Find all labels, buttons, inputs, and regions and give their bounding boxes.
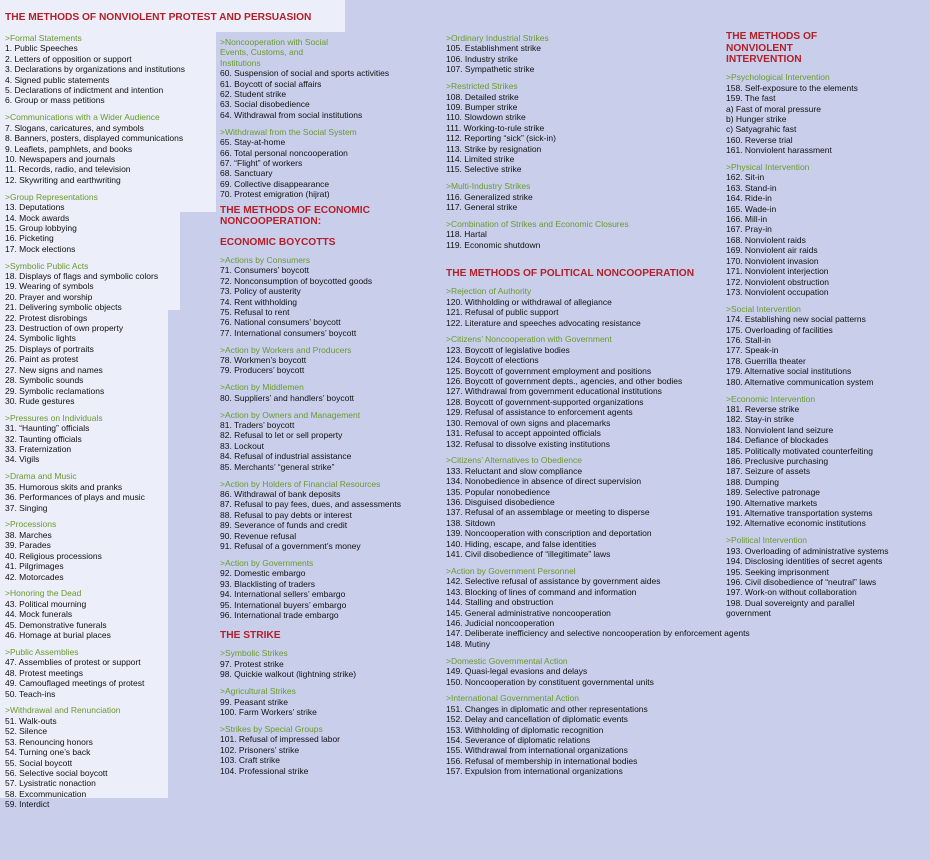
method-item: 64. Withdrawal from social institutions [220,109,363,120]
method-item: 63. Social disobedience [220,99,310,110]
method-item: 34. Vigils [5,454,40,465]
method-item: 77. International consumers’ boycott [220,327,357,338]
political-noncooperation-title: THE METHODS OF POLITICAL NONCOOPERATION [446,268,695,280]
section-header: >Public Assemblies [5,646,79,657]
method-item: 49. Camouflaged meetings of protest [5,678,145,689]
method-item: 32. Taunting officials [5,433,82,444]
method-item: 150. Noncooperation by constituent governmental units [446,676,654,687]
method-item: 83. Lockout [220,440,264,451]
method-item: 184. Defiance of blockades [726,435,829,446]
method-item: 62. Student strike [220,89,287,100]
method-item: 70. Protest emigration (hijrat) [220,189,330,200]
section-header: >Action by Workers and Producers [220,344,352,355]
method-item: 93. Blacklisting of traders [220,578,315,589]
method-item: 149. Quasi-legal evasions and delays [446,666,588,677]
method-item: 180. Alternative communication system [726,376,874,387]
method-item: 181. Reverse strike [726,403,800,414]
method-item: 105. Establishment strike [446,43,541,54]
method-item: 159. The fast [726,93,776,104]
method-item: 134. Nonobedience in absence of direct supervision [446,476,642,487]
method-item: 44. Mock funerals [5,609,73,620]
method-item: 182. Stay-in strike [726,414,795,425]
section-header: >Action by Governments [220,557,314,568]
method-item: 74. Rent withholding [220,296,298,307]
method-item: 144. Stalling and obstruction [446,597,554,608]
method-item: 45. Demonstrative funerals [5,619,107,630]
method-item: 102. Prisoners’ strike [220,744,300,755]
section-header: >Action by Middlemen [220,382,304,393]
method-item: 172. Nonviolent obstruction [726,276,830,287]
method-item: 27. New signs and names [5,364,103,375]
method-item: 198. Dual sovereignty and parallel government [726,597,855,619]
method-item: 66. Total personal noncooperation [220,147,348,158]
method-item: 187. Seizure of assets [726,466,811,477]
column-strike-political [446,28,750,777]
method-item: 13. Deputations [5,202,65,213]
method-item: 114. Limited strike [446,153,515,164]
method-item: 133. Reluctant and slow compliance [446,465,583,476]
section-header: >Action by Owners and Management [220,409,361,420]
method-item: 109. Bumper strike [446,101,518,112]
method-item: 4. Signed public statements [5,74,110,85]
method-item: 165. Wade-in [726,203,777,214]
method-item: 65. Stay-at-home [220,137,286,148]
section-header: >Withdrawal and Renunciation [5,705,121,716]
method-item: 110. Slowdown strike [446,112,526,123]
method-item: 90. Revenue refusal [220,530,297,541]
method-item: 5. Declarations of indictment and intention [5,85,164,96]
method-item: 179. Alternative social institutions [726,366,852,377]
method-item: 186. Preclusive purchasing [726,456,829,466]
section-header: >Drama and Music [5,471,77,482]
method-item: 139. Noncooperation with conscription and deportation [446,528,652,539]
method-item: 140. Hiding, escape, and false identities [446,538,597,549]
method-item: 191. Alternative transportation systems [726,508,873,519]
section-header: >Multi-Industry Strikes [446,181,531,192]
column-protest [5,29,185,810]
method-item: 161. Nonviolent harassment [726,145,832,156]
method-item: 76. National consumers’ boycott [220,317,341,328]
method-item: 129. Refusal of assistance to enforcement agents [446,407,633,418]
method-item: 18. Displays of flags and symbolic colors [5,271,159,282]
method-item: 124. Boycott of elections [446,355,539,366]
method-item: 56. Selective social boycott [5,767,108,778]
method-item: 122. Literature and speeches advocating resistance [446,317,641,328]
method-item: 38. Marches [5,529,52,540]
method-item: 78. Workmen’s boycott [220,355,307,366]
method-item: 164. Ride-in [726,193,772,204]
method-item: 68. Sanctuary [220,168,273,179]
method-item: 57. Lysistratic nonaction [5,778,96,789]
method-item: 151. Changes in diplomatic and other representations [446,703,648,714]
method-item: 194. Disclosing identities of secret agents [726,556,883,567]
strike-title: THE STRIKE [220,630,281,642]
method-item: 51. Walk-outs [5,715,57,726]
method-item: 162. Sit-in [726,172,765,183]
method-item: 148. Mutiny [446,638,490,649]
section-header: >Psychological Intervention [726,72,830,83]
section-header: >Domestic Governmental Action [446,655,568,666]
method-item: 28. Symbolic sounds [5,375,84,386]
section-header: >Noncooperation with Social Events, Customs, and Institutions [220,37,328,68]
section-header: >Citizens’ Noncooperation with Government [446,334,612,345]
method-item: 95. International buyers’ embargo [220,599,347,610]
method-item: 58. Excommunication [5,788,87,799]
section-header: >Citizens’ Alternatives to Obedience [446,455,582,466]
method-item: 14. Mock awards [5,212,70,223]
method-item: 137. Refusal of an assemblage or meeting to disperse [446,507,650,518]
method-item: 157. Expulsion from international organizations [446,766,623,777]
page-title: THE METHODS OF NONVIOLENT PROTEST AND PERSUASION [5,12,312,23]
method-item: 82. Refusal to let or sell property [220,430,343,441]
method-item: 107. Sympathetic strike [446,64,535,75]
method-item: 47. Assemblies of protest or support [5,657,141,668]
method-item: 99. Peasant strike [220,696,289,707]
method-item: 3. Declarations by organizations and institutions [5,64,186,75]
method-item: 145. General administrative noncooperation [446,607,611,618]
method-item: c) Satyagrahic fast [726,124,797,135]
method-item: 91. Refusal of a government’s money [220,541,361,552]
method-item: 67. “Flight” of workers [220,157,303,168]
method-item: 166. Mill-in [726,214,768,225]
method-item: 98. Quickie walkout (lightning strike) [220,669,357,680]
method-item: 79. Producers’ boycott [220,365,305,376]
method-item: 97. Protest strike [220,658,284,669]
method-item: 115. Selective strike [446,164,522,175]
method-item: 73. Policy of austerity [220,286,301,297]
method-item: 11. Records, radio, and television [5,164,131,175]
method-item: a) Fast of moral pressure [726,103,821,114]
section-header: >International Governmental Action [446,693,580,704]
method-item: 192. Alternative economic institutions [726,518,866,529]
method-item: 48. Protest meetings [5,667,83,678]
method-item: 132. Refusal to dissolve existing institutions [446,438,610,449]
method-item: 59. Interdict [5,799,50,810]
intervention-title: THE METHODS OF NONVIOLENT INTERVENTION [726,31,818,66]
method-item: 108. Detailed strike [446,91,519,102]
method-item: 75. Refusal to rent [220,306,290,317]
method-item: 128. Boycott of government-supported organizations [446,396,644,407]
method-item: 156. Refusal of membership in international bodies [446,755,638,766]
method-item: 10. Newspapers and journals [5,153,116,164]
method-item: 147. Deliberate inefficiency and selective noncooperation by enforcement agents [446,628,750,639]
section-header: >Formal Statements [5,33,82,43]
method-item: 100. Farm Workers’ strike [220,707,317,717]
method-item: 117. General strike [446,202,518,213]
method-item: 176. Stall-in [726,335,771,346]
method-item: 17. Mock elections [5,243,76,254]
method-item: 40. Religious processions [5,550,102,561]
method-item: 12. Skywriting and earthwriting [5,174,121,185]
section-header: >Rejection of Authority [446,286,532,297]
method-item: 178. Guerrilla theater [726,355,806,366]
method-item: 168. Nonviolent raids [726,234,806,245]
method-item: 8. Banners, posters, displayed communications [5,133,184,144]
section-header: >Agricultural Strikes [220,686,296,697]
method-item: 106. Industry strike [446,53,518,64]
method-item: 121. Refusal of public support [446,307,559,318]
method-item: 183. Nonviolent land seizure [726,424,834,435]
method-item: 80. Suppliers’ and handlers’ boycott [220,392,355,403]
method-item: 20. Prayer and worship [5,291,93,302]
method-item: 55. Social boycott [5,757,73,768]
method-item: 61. Boycott of social affairs [220,78,322,89]
method-item: 6. Group or mass petitions [5,95,105,106]
method-item: 31. “Haunting” officials [5,423,90,434]
method-item: 127. Withdrawal from government educational institutions [446,386,662,397]
method-item: 119. Economic shutdown [446,239,541,250]
method-item: 143. Blocking of lines of command and information [446,586,637,597]
method-item: 81. Traders’ boycott [220,420,295,431]
method-item: 53. Renouncing honors [5,736,93,747]
method-item: 41. Pilgrimages [5,561,64,572]
method-item: 101. Refusal of impressed labor [220,734,341,745]
method-item: 71. Consumers’ boycott [220,265,309,276]
method-item: 136. Disguised disobedience [446,497,555,508]
method-item: 9. Leaflets, pamphlets, and books [5,143,133,154]
method-item: 19. Wearing of symbols [5,281,94,292]
method-item: 92. Domestic embargo [220,568,306,579]
method-item: 37. Singing [5,502,48,513]
method-item: 30. Rude gestures [5,395,75,406]
method-item: 193. Overloading of administrative systems [726,545,889,556]
method-item: 43. Political mourning [5,598,87,609]
method-item: 15. Group lobbying [5,222,77,233]
method-item: 163. Stand-in [726,182,777,193]
method-item: 177. Speak-in [726,345,779,356]
method-item: 24. Symbolic lights [5,333,76,344]
method-item: 21. Delivering symbolic objects [5,302,122,313]
method-item: 112. Reporting “sick” (sick-in) [446,133,556,144]
method-item: 131. Refusal to accept appointed officials [446,428,601,439]
section-header: >Symbolic Strikes [220,648,288,659]
method-item: 146. Judicial noncooperation [446,618,555,628]
method-item: 154. Severance of diplomatic relations [446,735,591,746]
method-item: 125. Boycott of government employment and positions [446,365,652,376]
method-item: b) Hunger strike [726,113,787,124]
method-item: 123. Boycott of legislative bodies [446,344,570,355]
method-item: 120. Withholding or withdrawal of allegiance [446,296,612,307]
method-item: 142. Selective refusal of assistance by government aides [446,576,661,587]
method-item: 196. Civil disobedience of “neutral” laws [726,576,877,587]
method-item: 50. Teach-ins [5,688,56,699]
method-item: 85. Merchants’ “general strike” [220,461,335,472]
method-item: 175. Overloading of facilities [726,324,833,335]
section-header: >Restricted Strikes [446,81,518,92]
section-header: >Actions by Consumers [220,254,310,265]
method-item: 72. Nonconsumption of boycotted goods [220,275,373,286]
method-item: 171. Nonviolent interjection [726,266,829,277]
section-header: >Symbolic Public Acts [5,260,89,271]
method-item: 23. Destruction of own property [5,323,124,334]
method-item: 104. Professional strike [220,765,309,776]
method-item: 39. Parades [5,540,51,551]
method-item: 152. Delay and cancellation of diplomatic events [446,714,628,725]
method-item: 42. Motorcades [5,571,64,582]
method-item: 185. Politically motivated counterfeiting [726,445,873,456]
method-item: 2. Letters of opposition or support [5,53,132,64]
method-item: 29. Symbolic reclamations [5,385,105,396]
method-item: 33. Fraternization [5,444,72,455]
method-item: 87. Refusal to pay fees, dues, and assessments [220,499,401,510]
method-item: 36. Performances of plays and music [5,492,145,503]
method-item: 135. Popular nonobedience [446,486,550,497]
method-item: 84. Refusal of industrial assistance [220,451,352,462]
method-item: 103. Craft strike [220,755,280,766]
method-item: 54. Turning one’s back [5,747,91,758]
method-item: 96. International trade embargo [220,609,339,620]
method-item: 35. Humorous skits and pranks [5,481,123,492]
method-item: 60. Suspension of social and sports activities [220,68,390,79]
column-economic [220,32,401,776]
section-header: >Processions [5,519,57,530]
method-item: 69. Collective disappearance [220,178,330,189]
method-item: 46. Homage at burial places [5,630,111,641]
method-item: 116. Generalized strike [446,191,533,202]
method-item: 111. Working-to-rule strike [446,122,545,133]
method-item: 113. Strike by resignation [446,143,542,154]
section-header: >Action by Government Personnel [446,565,576,576]
section-header: >Group Representations [5,191,98,202]
method-item: 197. Work-on without collaboration [726,587,857,598]
method-item: 7. Slogans, caricatures, and symbols [5,122,144,133]
section-header: >Social Intervention [726,303,801,314]
method-item: 86. Withdrawal of bank deposits [220,489,341,499]
section-header: >Honoring the Dead [5,588,82,599]
method-item: 88. Refusal to pay debts or interest [220,509,352,520]
section-header: >Political Intervention [726,535,808,546]
section-header: >Economic Intervention [726,393,816,404]
method-item: 1. Public Speeches [5,43,78,54]
method-item: 169. Nonviolent air raids [726,245,818,256]
method-item: 170. Nonviolent invasion [726,255,819,266]
method-item: 25. Displays of portraits [5,343,94,354]
method-item: 22. Protest disrobings [5,312,88,323]
section-header: >Combination of Strikes and Economic Closures [446,219,629,229]
method-item: 141. Civil disobedience of “illegitimate” laws [446,549,611,560]
method-item: 16. Picketing [5,233,54,244]
section-header: >Withdrawal from the Social System [220,126,357,137]
method-item: 26. Paint as protest [5,354,79,365]
method-item: 118. Hartal [446,229,487,240]
column-intervention [726,23,896,619]
method-item: 155. Withdrawal from international organizations [446,745,628,756]
method-item: 52. Silence [5,726,48,737]
method-item: 94. International sellers’ embargo [220,589,346,600]
section-header: >Communications with a Wider Audience [5,112,160,123]
method-item: 195. Seeking imprisonment [726,566,830,577]
method-item: 174. Establishing new social patterns [726,314,866,325]
method-item: 190. Alternative markets [726,497,818,508]
section-header: >Strikes by Special Groups [220,723,323,734]
section-header: >Action by Holders of Financial Resources [220,478,381,489]
economic-noncooperation-title: THE METHODS OF ECONOMIC NONCOOPERATION: [220,204,370,228]
method-item: 188. Dumping [726,476,779,487]
method-item: 189. Selective patronage [726,487,821,498]
method-item: 158. Self-exposure to the elements [726,82,858,93]
method-item: 130. Removal of own signs and placemarks [446,417,611,428]
method-item: 138. Sitdown [446,517,496,528]
section-header: >Physical Intervention [726,162,810,173]
method-item: 167. Pray-in [726,224,772,235]
method-item: 153. Withholding of diplomatic recognition [446,724,604,735]
method-item: 173. Nonviolent occupation [726,286,829,297]
section-header: >Pressures on Individuals [5,412,103,423]
method-item: 89. Severance of funds and credit [220,520,348,531]
economic-boycotts-title: ECONOMIC BOYCOTTS [220,236,336,248]
method-item: 160. Reverse trial [726,134,793,145]
section-header: >Ordinary Industrial Strikes [446,33,549,43]
method-item: 126. Boycott of government depts., agencies, and other bodies [446,376,683,387]
